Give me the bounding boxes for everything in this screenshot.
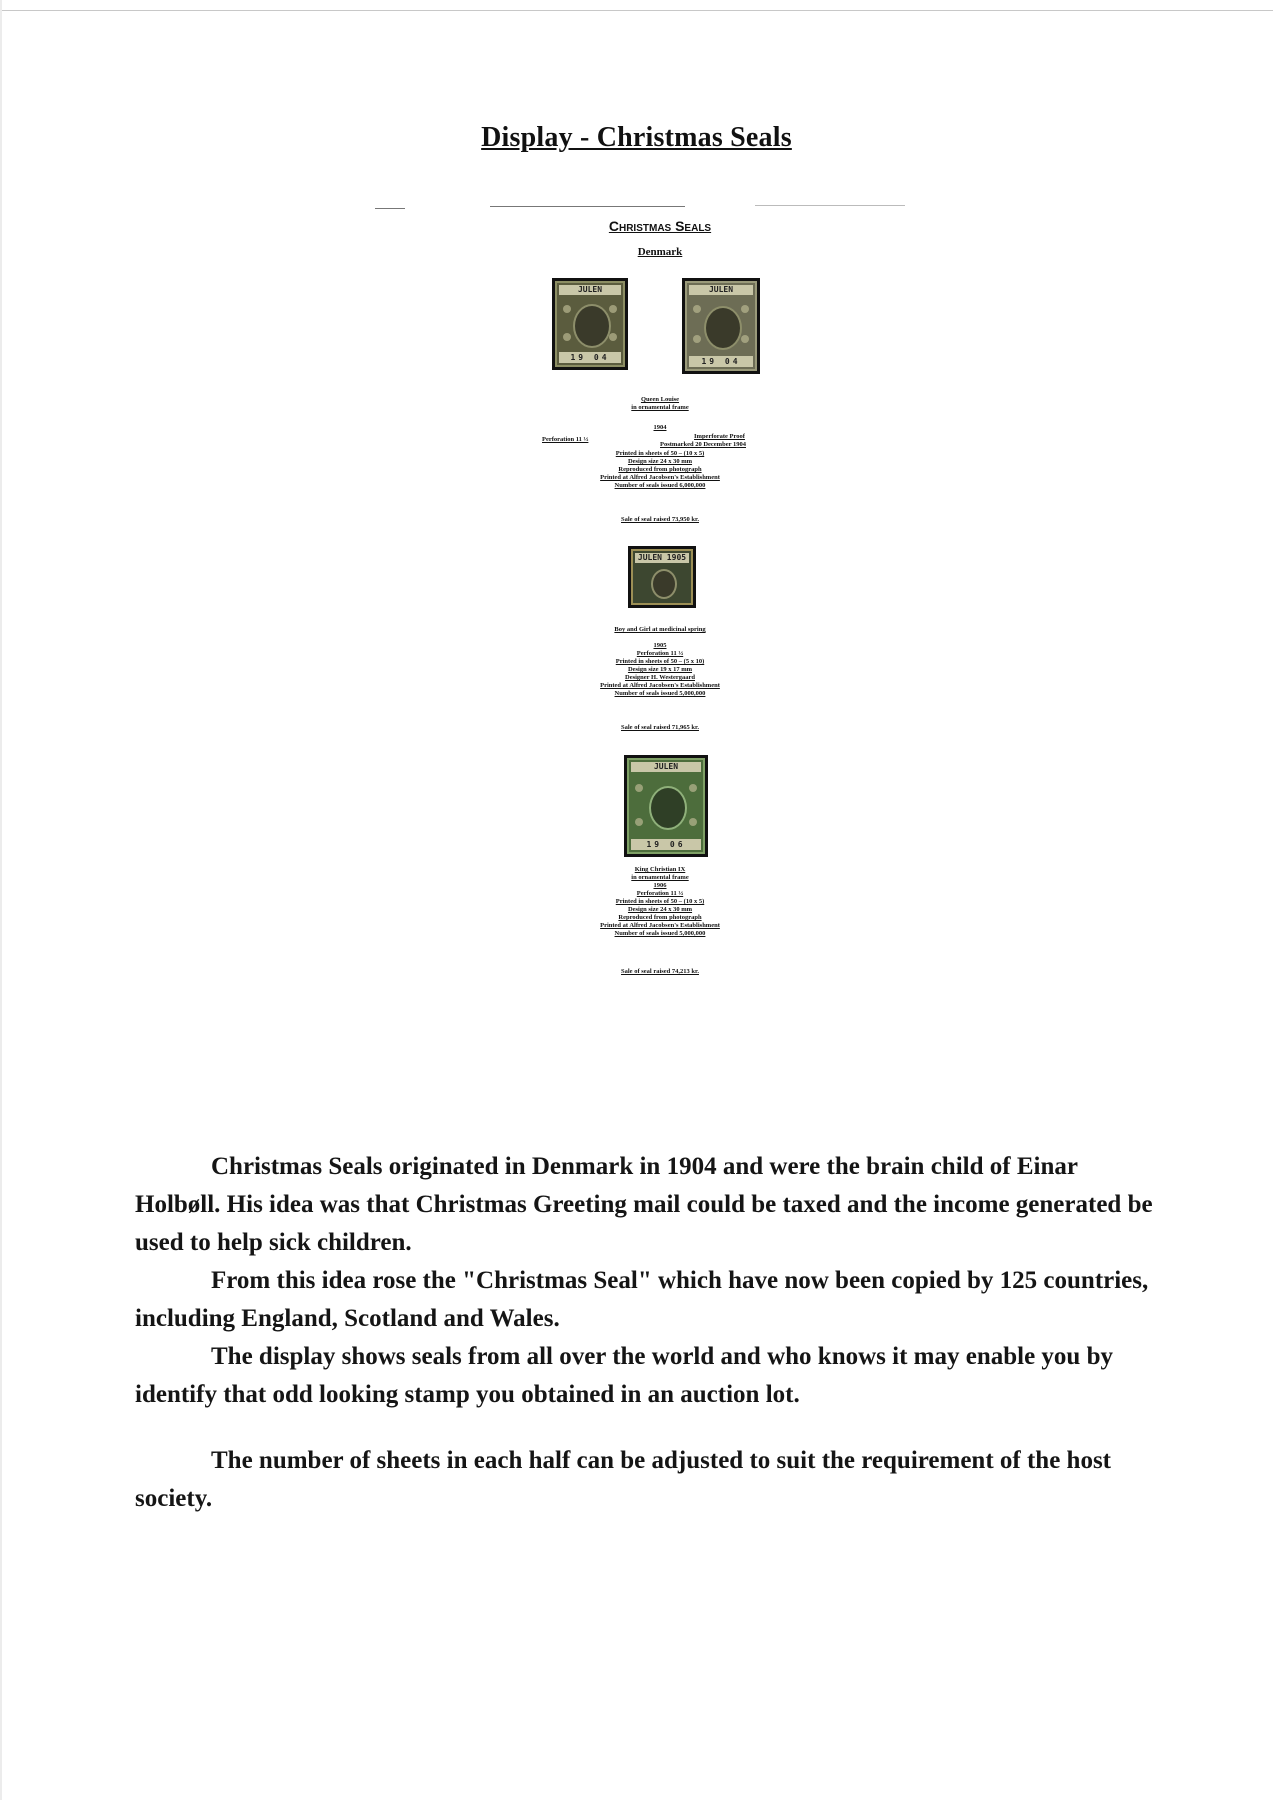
seal-year-text: 19 04 [559, 352, 621, 363]
detail-line: Number of seals issued 6,000,000 [614, 482, 706, 489]
ornament-icon [693, 305, 701, 313]
ornament-icon [693, 335, 701, 343]
seal-banner: JULEN 1905 [635, 553, 689, 563]
ornament-icon [689, 784, 697, 792]
detail-line: Designer H. Westergaard [625, 674, 695, 681]
detail-line: Printed at Alfred Jacobsen's Establishment [600, 474, 720, 481]
detail-line: Printed in sheets of 50 – (10 x 5) [615, 898, 705, 905]
divider-center [490, 206, 685, 207]
seal-1904-details [540, 450, 780, 490]
detail-line: Perforation 11 ½ [636, 890, 684, 897]
seal-1904-perforation: Perforation 11 ½ [542, 436, 589, 443]
seal-1905-caption: Boy and Girl at medicinal spring [614, 626, 706, 633]
ornament-icon [741, 305, 749, 313]
ornament-icon [609, 333, 617, 341]
queen-portrait-icon [704, 306, 742, 350]
paragraph: The display shows seals from all over the world and who knows it may enable you by identify that odd looking stamp you obtained in an auction lot. [135, 1343, 1113, 1408]
spring-figures-icon [651, 569, 677, 599]
seal-banner: JULEN [631, 762, 701, 772]
page-title: Display - Christmas Seals [481, 122, 792, 153]
seal-1905-sale: Sale of seal raised 71,965 kr. [621, 724, 699, 731]
detail-line: Printed in sheets of 50 – (5 x 10) [615, 658, 705, 665]
detail-line: Design size 19 x 17 mm [627, 666, 693, 673]
ornament-icon [689, 818, 697, 826]
seal-1904-perforated [552, 278, 628, 370]
divider-left [375, 208, 405, 209]
top-edge-line [0, 10, 1273, 11]
seal-banner: JULEN [689, 285, 753, 295]
seal-1905-details [540, 642, 780, 698]
seal-1906 [624, 755, 708, 857]
ornament-icon [563, 333, 571, 341]
paragraph: From this idea rose the "Christmas Seal" which have now been copied by 125 countries, including England, Scotland and Wales. [135, 1267, 1149, 1332]
detail-line: King Christian IX [634, 866, 686, 873]
detail-line: Printed in sheets of 50 – (10 x 5) [615, 450, 705, 457]
seal-1904-proof: Imperforate Proof [694, 433, 745, 440]
seal-banner: JULEN [559, 285, 621, 295]
sheet-heading: Christmas Seals [608, 218, 712, 234]
detail-line: Design size 24 x 30 mm [627, 906, 693, 913]
detail-line: in ornamental frame [631, 874, 689, 881]
detail-line: 1905 [653, 642, 667, 649]
detail-line: Printed at Alfred Jacobsen's Establishment [600, 682, 720, 689]
detail-line: Reproduced from photograph [618, 466, 702, 473]
king-portrait-icon [649, 786, 687, 830]
ornament-icon [741, 335, 749, 343]
ornament-icon [635, 818, 643, 826]
seal-1904-imperforate-proof [682, 278, 760, 374]
seal-year-text: 19 04 [689, 356, 753, 367]
detail-line: Number of seals issued 5,000,000 [614, 690, 706, 697]
ornament-icon [563, 305, 571, 313]
seal-1904-sale: Sale of seal raised 73,950 kr. [621, 516, 699, 523]
paragraph: The number of sheets in each half can be adjusted to suit the requirement of the host society. [135, 1447, 1112, 1512]
ornament-icon [609, 305, 617, 313]
album-sheet [540, 210, 780, 990]
detail-line: Printed at Alfred Jacobsen's Establishment [600, 922, 720, 929]
paragraph: Christmas Seals originated in Denmark in 1904 and were the brain child of Einar Holbøll. His idea was that Christmas Greeting mail could be taxed and the income generated be used to help sick children. [135, 1153, 1153, 1256]
seal-year-text: 19 06 [631, 839, 701, 850]
detail-line: Perforation 11 ½ [636, 650, 684, 657]
seal-1906-details [540, 866, 780, 938]
detail-line: Reproduced from photograph [618, 914, 702, 921]
sheet-country: Denmark [637, 246, 683, 258]
detail-line: Number of seals issued 5,000,000 [614, 930, 706, 937]
detail-line: 1906 [653, 882, 667, 889]
divider-right [755, 205, 905, 206]
queen-portrait-icon [573, 304, 611, 348]
detail-line: Design size 24 x 30 mm [627, 458, 693, 465]
description-text [135, 1148, 1165, 1518]
caption-line: Queen Louise [640, 396, 680, 403]
caption-line: in ornamental frame [631, 404, 689, 411]
seal-1906-sale: Sale of seal raised 74,213 kr. [621, 968, 699, 975]
ornament-icon [635, 784, 643, 792]
seal-1904-year: 1904 [653, 424, 667, 431]
seal-1904-caption [540, 396, 780, 412]
seal-1904-postmark: Postmarked 20 December 1904 [660, 441, 746, 448]
seal-1905 [628, 546, 696, 608]
left-edge-shade [0, 0, 2, 1800]
